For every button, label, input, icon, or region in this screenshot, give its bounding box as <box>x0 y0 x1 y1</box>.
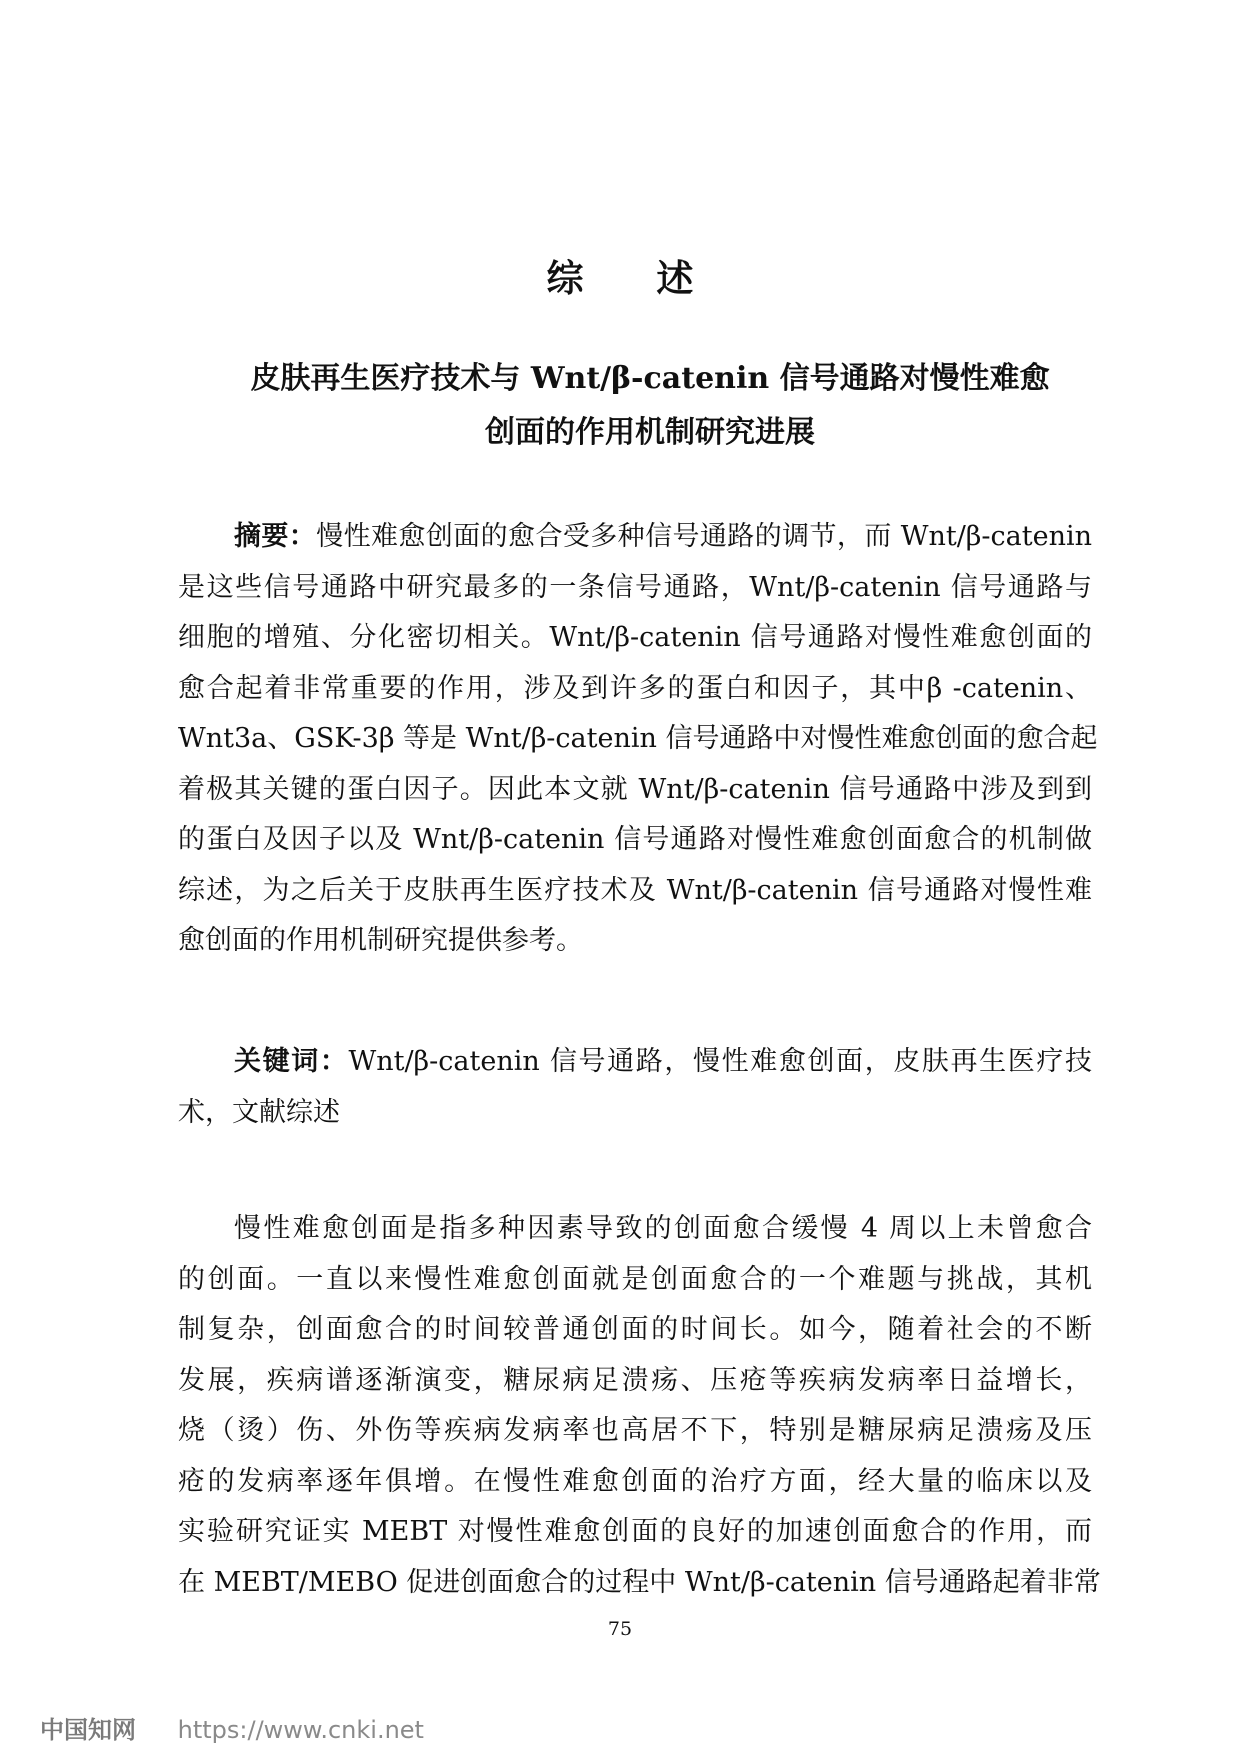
paper-title-line-2: 创面的作用机制研究进展 <box>485 415 815 450</box>
abstract-line: 是这些信号通路中研究最多的一条信号通路，Wnt/β-catenin 信号通路与 <box>178 571 1092 603</box>
keywords-paragraph <box>178 1037 1092 1138</box>
body-paragraph <box>178 1204 1101 1608</box>
body-line: 疮的发病率逐年俱增。在慢性难愈创面的治疗方面，经大量的临床以及 <box>178 1465 1092 1497</box>
paper-title <box>200 352 1100 460</box>
keywords-line <box>178 1037 1092 1088</box>
body-line: 慢性难愈创面是指多种因素导致的创面愈合缓慢 4 周以上未曾愈合 <box>234 1213 1092 1244</box>
body-line: 制复杂，创面愈合的时间较普通创面的时间长。如今，随着社会的不断 <box>178 1314 1092 1345</box>
abstract-paragraph <box>178 512 1098 967</box>
footer-url[interactable]: https://www.cnki.net <box>177 1716 424 1744</box>
abstract-line: Wnt3a、GSK-3β 等是 Wnt/β-catenin 信号通路中对慢性难愈创面的愈合起 <box>178 723 1098 754</box>
body-line: 烧（烫）伤、外伤等疾病发病率也高居不下，特别是糖尿病足溃疡及压 <box>178 1415 1092 1446</box>
paper-title-line-1: 皮肤再生医疗技术与 Wnt/β-catenin 信号通路对慢性难愈 <box>250 361 1050 396</box>
keywords-line-text: Wnt/β-catenin 信号通路，慢性难愈创面，皮肤再生医疗技 <box>348 1046 1092 1077</box>
body-line: 实验研究证实 MEBT 对慢性难愈创面的良好的加速创面愈合的作用，而 <box>178 1516 1092 1547</box>
section-heading: 综 述 <box>546 256 724 300</box>
abstract-line: 细胞的增殖、分化密切相关。Wnt/β-catenin 信号通路对慢性难愈创面的 <box>178 622 1092 653</box>
abstract-line: 愈创面的作用机制研究提供参考。 <box>178 925 583 956</box>
keywords-line: 术，文献综述 <box>178 1096 340 1128</box>
abstract-line <box>178 512 1092 563</box>
footer-watermark <box>40 1710 424 1745</box>
abstract-line: 的蛋白及因子以及 Wnt/β-catenin 信号通路对慢性难愈创面愈合的机制做 <box>178 824 1092 855</box>
keywords-label: 关键词： <box>234 1046 349 1077</box>
body-line: 的创面。一直以来慢性难愈创面就是创面愈合的一个难题与挑战，其机 <box>178 1263 1092 1295</box>
abstract-label: 摘要： <box>234 521 317 552</box>
abstract-line: 愈合起着非常重要的作用，涉及到许多的蛋白和因子，其中β -catenin、 <box>178 672 1092 704</box>
abstract-line: 综述，为之后关于皮肤再生医疗技术及 Wnt/β-catenin 信号通路对慢性难 <box>178 874 1092 906</box>
abstract-line: 着极其关键的蛋白因子。因此本文就 Wnt/β-catenin 信号通路中涉及到到 <box>178 773 1092 805</box>
abstract-line-text: 慢性难愈创面的愈合受多种信号通路的调节，而 Wnt/β-catenin <box>316 521 1092 552</box>
footer-brand: 中国知网 <box>40 1716 136 1744</box>
body-line: 发展，疾病谱逐渐演变，糖尿病足溃疡、压疮等疾病发病率日益增长， <box>178 1364 1092 1396</box>
body-line: 在 MEBT/MEBO 促进创面愈合的过程中 Wnt/β-catenin 信号通路起着非常 <box>178 1566 1101 1598</box>
page-number: 75 <box>607 1618 633 1640</box>
